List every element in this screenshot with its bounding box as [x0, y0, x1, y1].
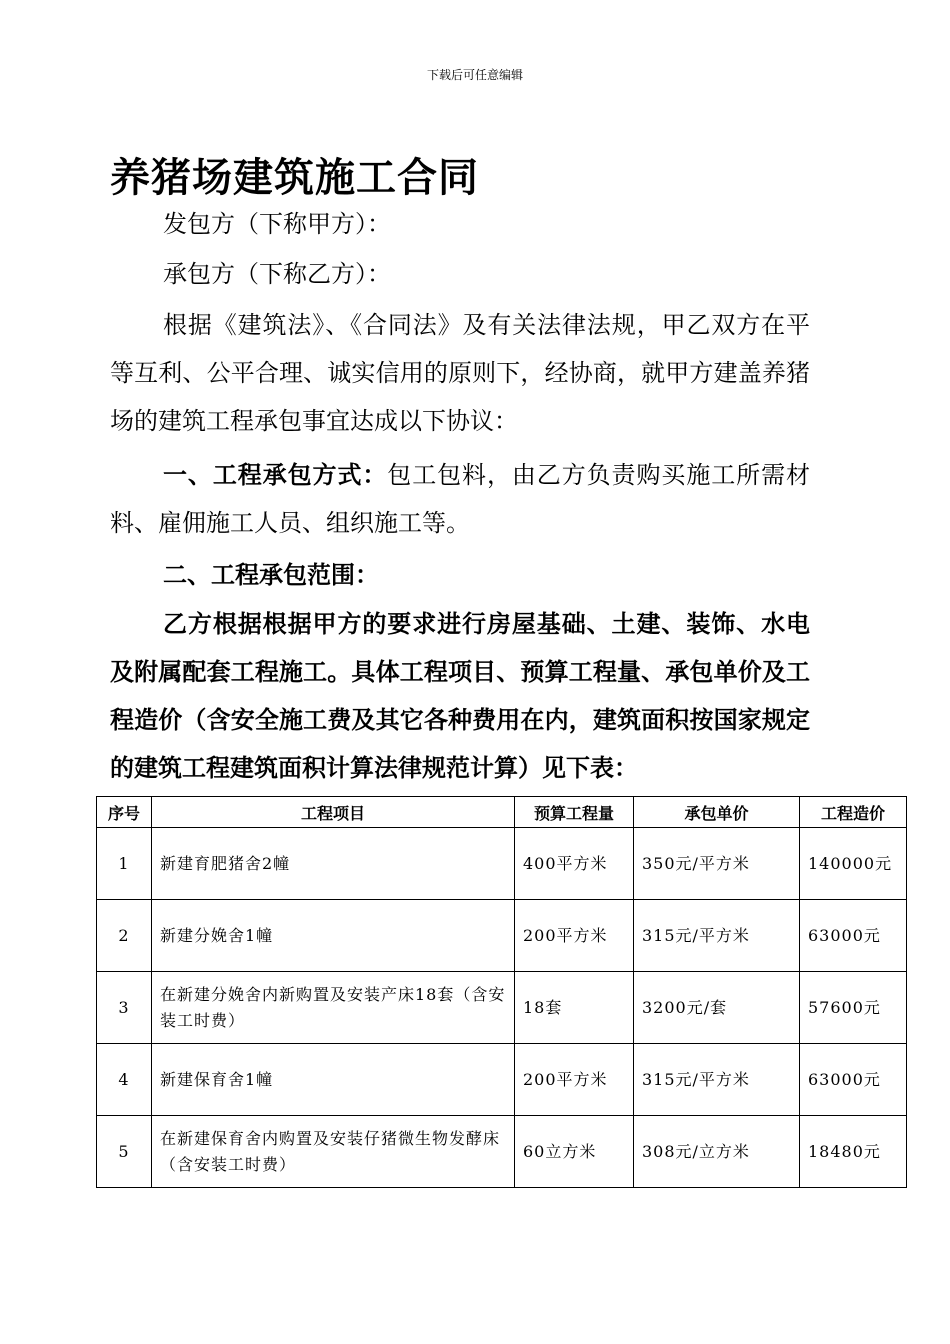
table-row — [97, 828, 907, 900]
section-2-heading: 二、工程承包范围： — [163, 560, 379, 589]
section-1-heading: 一、工程承包方式： — [163, 460, 388, 489]
section-1 — [110, 451, 810, 547]
cost-table — [96, 796, 907, 1188]
cell-cost: 18480元 — [800, 1116, 907, 1188]
cell-index: 3 — [97, 972, 152, 1044]
cell-index: 5 — [97, 1116, 152, 1188]
cell-unit-price: 315元/平方米 — [634, 1044, 800, 1116]
section-1-body: 包工包料，由乙方负责购买施工所需材料、雇佣施工人员、组织施工等。 — [110, 461, 810, 537]
col-header-quantity: 预算工程量 — [515, 797, 634, 828]
cell-cost: 57600元 — [800, 972, 907, 1044]
col-header-cost: 工程造价 — [800, 797, 907, 828]
cell-item: 在新建分娩舍内新购置及安装产床18套（含安装工时费） — [152, 972, 515, 1044]
table-row — [97, 900, 907, 972]
table-row — [97, 972, 907, 1044]
cell-quantity: 60立方米 — [515, 1116, 634, 1188]
cell-item: 新建保育舍1幢 — [152, 1044, 515, 1116]
party-contractor: 承包方（下称乙方）： — [163, 260, 391, 288]
cell-item: 新建分娩舍1幢 — [152, 900, 515, 972]
party-employer: 发包方（下称甲方）： — [163, 210, 391, 238]
cell-unit-price: 315元/平方米 — [634, 900, 800, 972]
col-header-unit-price: 承包单价 — [634, 797, 800, 828]
cell-quantity: 400平方米 — [515, 828, 634, 900]
col-header-index: 序号 — [97, 797, 152, 828]
cell-unit-price: 350元/平方米 — [634, 828, 800, 900]
cell-index: 2 — [97, 900, 152, 972]
cell-index: 1 — [97, 828, 152, 900]
cell-cost: 63000元 — [800, 1044, 907, 1116]
cell-cost: 63000元 — [800, 900, 907, 972]
col-header-item: 工程项目 — [152, 797, 515, 828]
cell-item: 在新建保育舍内购置及安装仔猪微生物发酵床（含安装工时费） — [152, 1116, 515, 1188]
section-2-body: 乙方根据根据甲方的要求进行房屋基础、土建、装饰、水电及附属配套工程施工。具体工程项目、预算工程量、承包单价及工程造价（含安全施工费及其它各种费用在内，建筑面积按国家规定的建筑工程建筑面积计算法律规范计算）见下表： — [110, 609, 810, 782]
cell-item: 新建育肥猪舍2幢 — [152, 828, 515, 900]
cell-unit-price: 3200元/套 — [634, 972, 800, 1044]
cell-cost: 140000元 — [800, 828, 907, 900]
page-header-note: 下载后可任意编辑 — [426, 68, 523, 82]
cell-quantity: 200平方米 — [515, 1044, 634, 1116]
table-header-row — [97, 797, 907, 828]
table-row — [97, 1116, 907, 1188]
table-row — [97, 1044, 907, 1116]
cell-unit-price: 308元/立方米 — [634, 1116, 800, 1188]
intro-paragraph: 根据《建筑法》、《合同法》及有关法律法规，甲乙双方在平等互利、公平合理、诚实信用的原则下，经协商，就甲方建盖养猪场的建筑工程承包事宜达成以下协议： — [110, 311, 810, 435]
cell-quantity: 18套 — [515, 972, 634, 1044]
cell-index: 4 — [97, 1044, 152, 1116]
cell-quantity: 200平方米 — [515, 900, 634, 972]
document-title: 养猪场建筑施工合同 — [110, 154, 479, 201]
